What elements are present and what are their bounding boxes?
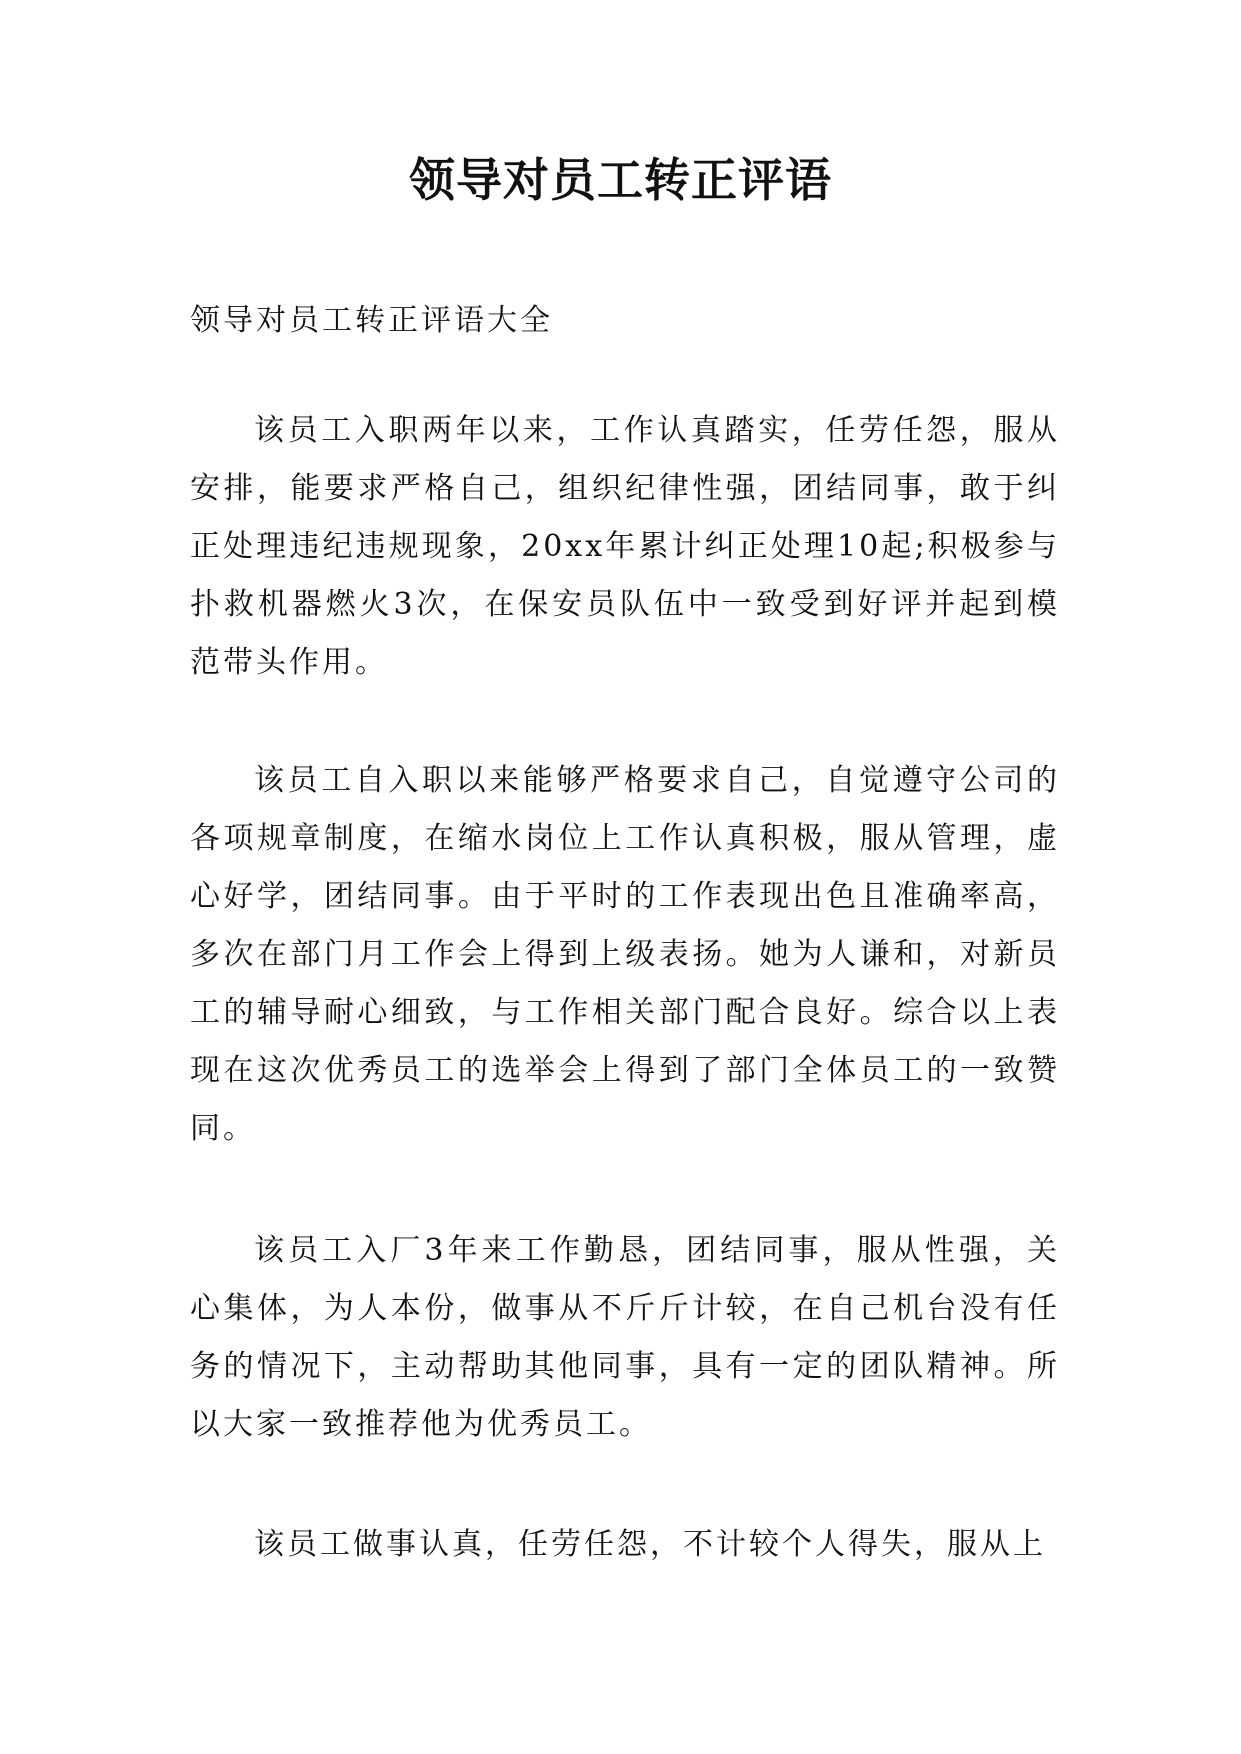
document-title: 领导对员工转正评语	[409, 153, 832, 207]
document-subtitle: 领导对员工转正评语大全	[190, 303, 553, 338]
paragraph-2: 该员工自入职以来能够严格要求自己，自觉遵守公司的各项规章制度，在缩水岗位上工作认真积极，服从管理，虚心好学，团结同事。由于平时的工作表现出色且准确率高，多次在部门月工作会上得到上级表扬。她为人谦和，对新员工的辅导耐心细致，与工作相关部门配合良好。综合以上表现在这次优秀员工的选举会上得到了部门全体员工的一致赞同。	[190, 763, 1060, 1146]
paragraph-3: 该员工入厂3年来工作勤恳，团结同事，服从性强，关心集体，为人本份，做事从不斤斤计较，在自己机台没有任务的情况下，主动帮助其他同事，具有一定的团队精神。所以大家一致推荐他为优秀员工。	[190, 1233, 1060, 1442]
paragraph-4: 该员工做事认真，任劳任怨，不计较个人得失，服从上	[254, 1527, 1046, 1562]
paragraph-1: 该员工入职两年以来，工作认真踏实，任劳任怨，服从安排，能要求严格自己，组织纪律性强，团结同事，敢于纠正处理违纪违规现象，20xx年累计纠正处理10起;积极参与扑救机器燃火3次，在保安员队伍中一致受到好评并起到模范带头作用。	[190, 413, 1060, 680]
